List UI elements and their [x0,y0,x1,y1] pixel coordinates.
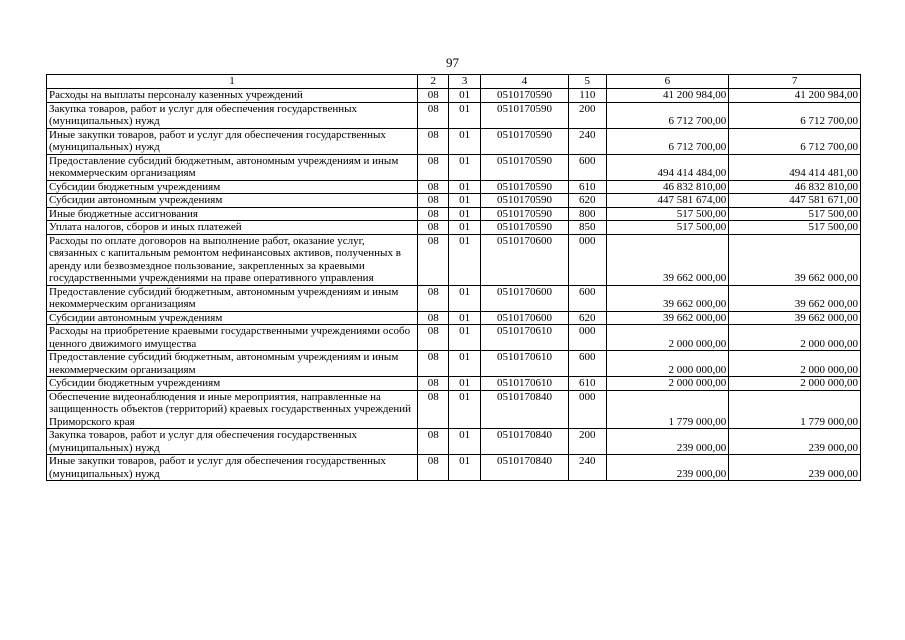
row-name-cell: Предоставление субсидий бюджетным, автономным учреждениям и иным некоммерческим организациям [47,154,418,180]
header-cell-6: 6 [606,75,729,89]
header-cell-3: 3 [449,75,480,89]
row-amount-cell-7: 1 779 000,00 [729,390,861,429]
row-name-cell: Предоставление субсидий бюджетным, автономным учреждениям и иным некоммерческим организациям [47,351,418,377]
row-target-code-cell: 0510170840 [480,455,568,481]
row-name-cell: Иные закупки товаров, работ и услуг для обеспечения государственных (муниципальных) нужд [47,128,418,154]
table-row [47,390,861,429]
row-target-code-cell: 0510170590 [480,180,568,194]
row-subsection-cell: 01 [449,429,480,455]
header-cell-2: 2 [418,75,449,89]
row-expense-type-cell: 110 [569,89,607,103]
row-subsection-cell: 01 [449,311,480,325]
header-cell-7: 7 [729,75,861,89]
row-name-cell: Субсидии автономным учреждениям [47,311,418,325]
table-header-row [47,75,861,89]
table-row [47,234,861,285]
row-subsection-cell: 01 [449,285,480,311]
row-subsection-cell: 01 [449,351,480,377]
table-row [47,102,861,128]
row-name-cell: Иные бюджетные ассигнования [47,207,418,221]
row-name-cell: Закупка товаров, работ и услуг для обеспечения государственных (муниципальных) нужд [47,429,418,455]
row-subsection-cell: 01 [449,390,480,429]
row-section-cell: 08 [418,207,449,221]
row-expense-type-cell: 850 [569,221,607,235]
row-expense-type-cell: 000 [569,390,607,429]
row-subsection-cell: 01 [449,194,480,208]
row-section-cell: 08 [418,285,449,311]
table-row [47,128,861,154]
row-amount-cell-6: 447 581 674,00 [606,194,729,208]
row-subsection-cell: 01 [449,154,480,180]
row-subsection-cell: 01 [449,234,480,285]
row-amount-cell-7: 517 500,00 [729,207,861,221]
row-amount-cell-6: 39 662 000,00 [606,285,729,311]
row-subsection-cell: 01 [449,102,480,128]
row-section-cell: 08 [418,221,449,235]
row-name-cell: Субсидии бюджетным учреждениям [47,377,418,391]
row-target-code-cell: 0510170610 [480,325,568,351]
table-row [47,311,861,325]
row-section-cell: 08 [418,89,449,103]
row-amount-cell-6: 2 000 000,00 [606,377,729,391]
row-amount-cell-7: 39 662 000,00 [729,285,861,311]
row-amount-cell-6: 6 712 700,00 [606,102,729,128]
row-amount-cell-6: 1 779 000,00 [606,390,729,429]
row-section-cell: 08 [418,390,449,429]
row-subsection-cell: 01 [449,221,480,235]
row-amount-cell-7: 447 581 671,00 [729,194,861,208]
row-amount-cell-6: 239 000,00 [606,455,729,481]
row-section-cell: 08 [418,102,449,128]
row-amount-cell-6: 517 500,00 [606,221,729,235]
row-amount-cell-7: 517 500,00 [729,221,861,235]
row-amount-cell-7: 494 414 481,00 [729,154,861,180]
header-cell-1: 1 [47,75,418,89]
row-amount-cell-7: 39 662 000,00 [729,311,861,325]
row-target-code-cell: 0510170600 [480,234,568,285]
row-target-code-cell: 0510170590 [480,154,568,180]
row-expense-type-cell: 000 [569,325,607,351]
row-expense-type-cell: 600 [569,285,607,311]
row-section-cell: 08 [418,377,449,391]
row-expense-type-cell: 620 [569,311,607,325]
row-section-cell: 08 [418,455,449,481]
row-expense-type-cell: 240 [569,455,607,481]
row-section-cell: 08 [418,351,449,377]
row-target-code-cell: 0510170610 [480,377,568,391]
row-amount-cell-6: 39 662 000,00 [606,234,729,285]
table-row [47,351,861,377]
row-target-code-cell: 0510170590 [480,194,568,208]
row-target-code-cell: 0510170840 [480,390,568,429]
row-section-cell: 08 [418,234,449,285]
row-expense-type-cell: 600 [569,351,607,377]
table-row [47,429,861,455]
row-target-code-cell: 0510170590 [480,207,568,221]
row-amount-cell-6: 46 832 810,00 [606,180,729,194]
row-expense-type-cell: 000 [569,234,607,285]
row-target-code-cell: 0510170590 [480,128,568,154]
table-row [47,89,861,103]
row-expense-type-cell: 600 [569,154,607,180]
header-cell-5: 5 [569,75,607,89]
row-subsection-cell: 01 [449,377,480,391]
row-subsection-cell: 01 [449,89,480,103]
row-amount-cell-6: 41 200 984,00 [606,89,729,103]
table-row [47,285,861,311]
row-expense-type-cell: 200 [569,102,607,128]
row-section-cell: 08 [418,311,449,325]
row-target-code-cell: 0510170600 [480,285,568,311]
row-expense-type-cell: 610 [569,377,607,391]
row-section-cell: 08 [418,180,449,194]
row-name-cell: Обеспечение видеонаблюдения и иные мероприятия, направленные на защищенность объектов (территорий) краевых государственных учреждений Приморского края [47,390,418,429]
row-amount-cell-7: 239 000,00 [729,455,861,481]
row-amount-cell-6: 239 000,00 [606,429,729,455]
budget-table [46,74,861,481]
row-target-code-cell: 0510170600 [480,311,568,325]
row-name-cell: Расходы на приобретение краевыми государственными учреждениями особо ценного движимого имущества [47,325,418,351]
row-amount-cell-7: 6 712 700,00 [729,102,861,128]
table-row [47,455,861,481]
table-row [47,180,861,194]
row-expense-type-cell: 240 [569,128,607,154]
row-amount-cell-6: 2 000 000,00 [606,351,729,377]
row-amount-cell-7: 39 662 000,00 [729,234,861,285]
row-amount-cell-7: 41 200 984,00 [729,89,861,103]
row-subsection-cell: 01 [449,455,480,481]
row-section-cell: 08 [418,325,449,351]
row-amount-cell-6: 39 662 000,00 [606,311,729,325]
row-name-cell: Расходы по оплате договоров на выполнение работ, оказание услуг, связанных с капитальным ремонтом нефинансовых активов, полученных в аренду или безвозмездное пользование, закрепленных за краевыми государственными учреждениями на праве оперативного управления [47,234,418,285]
row-name-cell: Уплата налогов, сборов и иных платежей [47,221,418,235]
row-section-cell: 08 [418,194,449,208]
table-row [47,325,861,351]
table-body [47,75,861,481]
row-section-cell: 08 [418,128,449,154]
row-amount-cell-7: 6 712 700,00 [729,128,861,154]
row-section-cell: 08 [418,154,449,180]
row-amount-cell-7: 46 832 810,00 [729,180,861,194]
row-target-code-cell: 0510170590 [480,102,568,128]
row-amount-cell-6: 2 000 000,00 [606,325,729,351]
header-cell-4: 4 [480,75,568,89]
row-amount-cell-7: 2 000 000,00 [729,377,861,391]
table-row [47,221,861,235]
row-name-cell: Расходы на выплаты персоналу казенных учреждений [47,89,418,103]
row-name-cell: Субсидии автономным учреждениям [47,194,418,208]
row-name-cell: Субсидии бюджетным учреждениям [47,180,418,194]
row-name-cell: Предоставление субсидий бюджетным, автономным учреждениям и иным некоммерческим организациям [47,285,418,311]
row-expense-type-cell: 620 [569,194,607,208]
row-subsection-cell: 01 [449,128,480,154]
row-amount-cell-6: 6 712 700,00 [606,128,729,154]
row-amount-cell-7: 239 000,00 [729,429,861,455]
page-number: 97 [446,55,459,70]
row-expense-type-cell: 800 [569,207,607,221]
table-row [47,207,861,221]
row-name-cell: Иные закупки товаров, работ и услуг для обеспечения государственных (муниципальных) нужд [47,455,418,481]
row-amount-cell-6: 517 500,00 [606,207,729,221]
row-section-cell: 08 [418,429,449,455]
row-expense-type-cell: 200 [569,429,607,455]
row-name-cell: Закупка товаров, работ и услуг для обеспечения государственных (муниципальных) нужд [47,102,418,128]
table-row [47,194,861,208]
row-subsection-cell: 01 [449,207,480,221]
table-row [47,377,861,391]
row-amount-cell-6: 494 414 484,00 [606,154,729,180]
row-expense-type-cell: 610 [569,180,607,194]
row-target-code-cell: 0510170610 [480,351,568,377]
table-row [47,154,861,180]
row-subsection-cell: 01 [449,180,480,194]
row-target-code-cell: 0510170840 [480,429,568,455]
row-target-code-cell: 0510170590 [480,221,568,235]
row-amount-cell-7: 2 000 000,00 [729,325,861,351]
row-amount-cell-7: 2 000 000,00 [729,351,861,377]
row-subsection-cell: 01 [449,325,480,351]
row-target-code-cell: 0510170590 [480,89,568,103]
